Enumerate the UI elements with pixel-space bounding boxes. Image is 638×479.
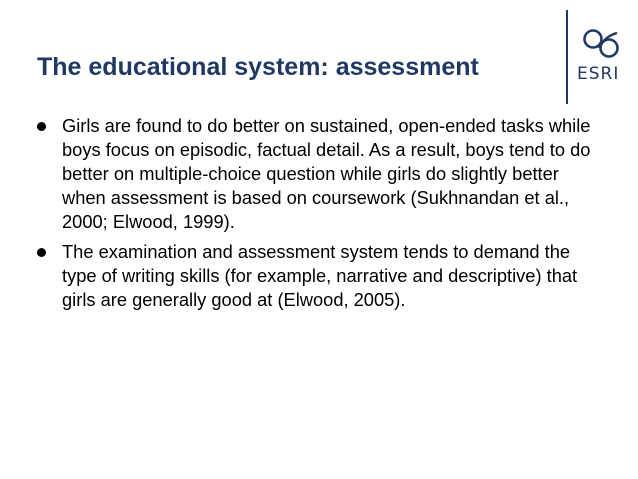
bullet-item: [35, 240, 605, 312]
bullet-item: [35, 114, 605, 234]
logo-text: ESRI: [577, 64, 620, 84]
bullet-list: [35, 114, 605, 318]
esri-logo-mark-icon: [579, 28, 623, 62]
logo-divider: [566, 10, 568, 104]
slide-title: The educational system: assessment: [37, 53, 479, 81]
bullet-text: The examination and assessment system tends to demand the type of writing skills (for example, narrative and descriptive) that girls are generally good at (Elwood, 2005).: [62, 241, 578, 310]
bullet-dot-icon: [37, 122, 46, 131]
bullet-text: Girls are found to do better on sustained, open-ended tasks while boys focus on episodic, factual detail. As a result, boys tend to do better on multiple-choice question while girls do slightly better when assessment is based on coursework (Sukhnandan et al., 2000; Elwood, 1999).: [62, 115, 591, 232]
bullet-dot-icon: [37, 248, 46, 257]
